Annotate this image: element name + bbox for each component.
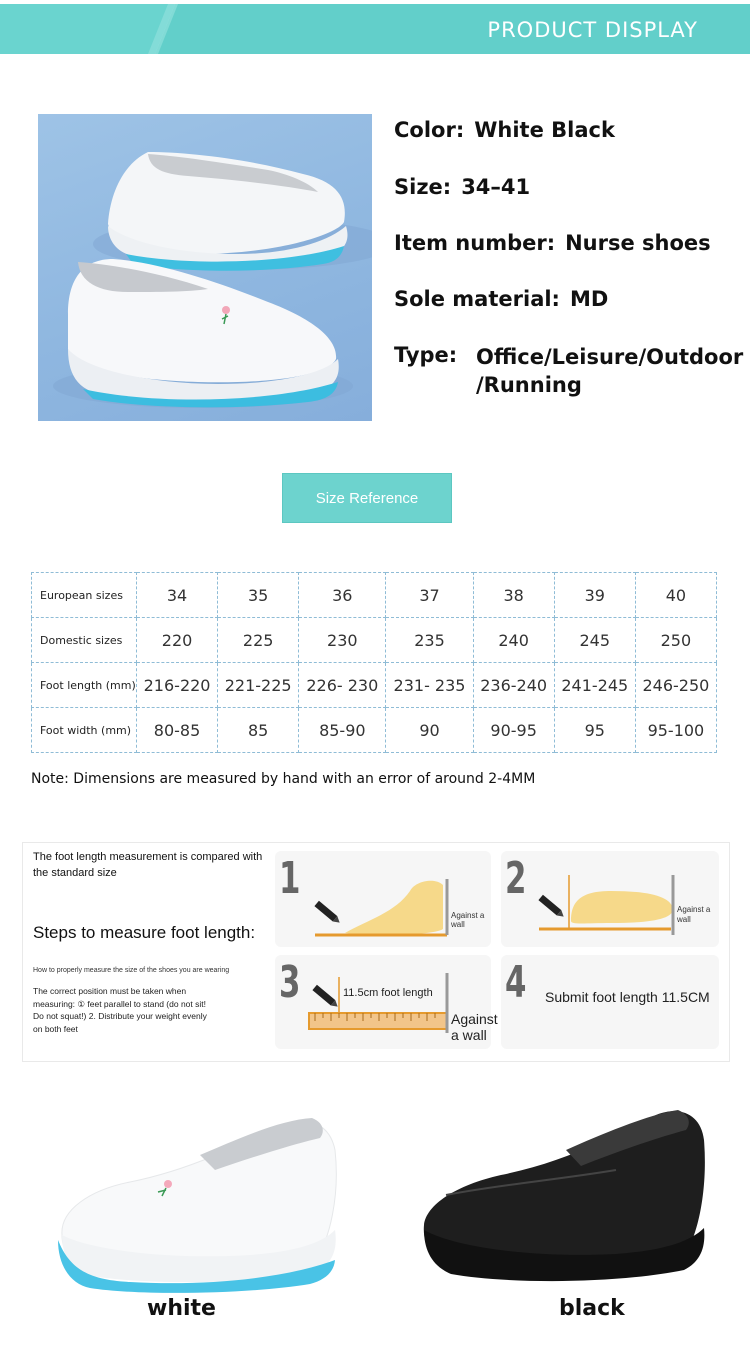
step-2-panel [501,851,719,947]
size-reference-button[interactable]: Size Reference [282,473,452,523]
size-cell: 38 [473,573,554,618]
size-cell: 35 [218,573,299,618]
size-cell: 85 [218,708,299,753]
foot-side-icon [275,851,491,947]
product-display-banner [0,4,750,54]
step-2-text: Against a wall [677,905,711,924]
spec-sole-value: MD [569,287,609,311]
size-table-row [32,573,717,618]
spec-color [394,118,615,142]
size-cell: 231- 235 [386,663,473,708]
banner-title: PRODUCT DISPLAY [487,18,698,42]
measure-title: Steps to measure foot length: [33,923,256,942]
spec-size-value: 34–41 [461,175,531,199]
spec-color-value: White Black [474,118,615,142]
foot-measurement-guide [22,842,730,1062]
measure-subtitle: How to properly measure the size of the shoes you are wearing [33,967,230,974]
spec-item-value: Nurse shoes [565,231,711,255]
size-cell: 220 [137,618,218,663]
size-cell: 37 [386,573,473,618]
size-cell: 216-220 [137,663,218,708]
spec-item-label: Item number: [394,231,556,255]
step-1-number: 1 [279,853,301,904]
size-cell: 80-85 [137,708,218,753]
size-cell: 240 [473,618,554,663]
size-cell: 241-245 [554,663,635,708]
white-shoe-image [50,1100,350,1300]
size-table-row [32,708,717,753]
size-cell: 225 [218,618,299,663]
step-4-text: Submit foot length 11.5CM [545,989,710,1005]
step-4-number: 4 [505,957,527,1008]
measure-intro: The foot length measurement is compared with the standard size [33,851,263,879]
size-cell: 250 [635,618,716,663]
size-cell: 36 [299,573,386,618]
size-cell: 34 [137,573,218,618]
product-photo [38,114,372,421]
step-3-text: 11.5cm foot length [343,987,433,999]
black-shoe-image [416,1100,716,1300]
size-table-row [32,618,717,663]
size-cell: 246-250 [635,663,716,708]
spec-type-label: Type: [394,343,458,367]
step-3-panel [275,955,498,1049]
size-cell: 90-95 [473,708,554,753]
spec-color-label: Color: [394,118,465,142]
size-cell: 226- 230 [299,663,386,708]
size-row-header: Domestic sizes [32,618,137,663]
size-cell: 90 [386,708,473,753]
size-cell: 230 [299,618,386,663]
size-cell: 95-100 [635,708,716,753]
size-cell: 39 [554,573,635,618]
spec-size [394,175,530,199]
spec-size-label: Size: [394,175,452,199]
size-cell: 245 [554,618,635,663]
size-row-header: Foot length (mm) [32,663,137,708]
size-row-header: Foot width (mm) [32,708,137,753]
step-1-panel [275,851,491,947]
measurement-note: Note: Dimensions are measured by hand with an error of around 2-4MM [31,771,536,787]
size-table [31,572,717,753]
spec-sole [394,287,608,311]
foot-top-icon [501,851,719,947]
white-label: white [147,1296,216,1321]
size-cell: 221-225 [218,663,299,708]
size-cell: 40 [635,573,716,618]
step-3-number: 3 [279,957,301,1008]
size-cell: 85-90 [299,708,386,753]
step-2-number: 2 [505,853,527,904]
size-table-row [32,663,717,708]
size-row-header: European sizes [32,573,137,618]
spec-item-number [394,231,711,255]
spec-sole-label: Sole material: [394,287,560,311]
black-label: black [559,1296,625,1321]
step-3-wall-text: Against a wall [451,1011,498,1043]
measure-description: The correct position must be taken when measuring: ① feet parallel to stand (do not sit! Do not squat!) 2. Distribute your weight evenly on both feet [33,986,207,1034]
size-cell: 235 [386,618,473,663]
size-cell: 236-240 [473,663,554,708]
spec-type-value: Office/Leisure/Outdoor /Running [476,345,744,397]
step-4-panel [501,955,719,1049]
size-cell: 95 [554,708,635,753]
step-1-text: Against a wall [451,911,485,929]
spec-type [394,343,744,397]
